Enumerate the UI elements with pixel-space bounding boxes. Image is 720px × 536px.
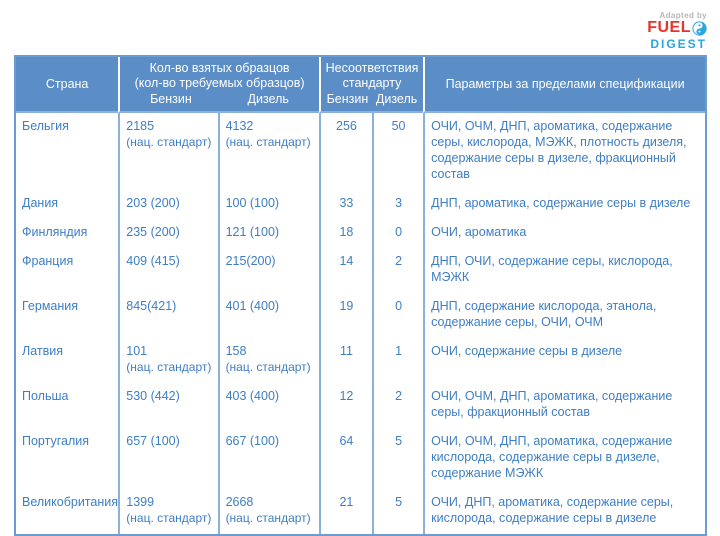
fuel-wordmark: FUEL [647, 19, 691, 37]
nc-benzin-cell: 256 [319, 113, 372, 190]
benzin-samples-value: 203 (200) [126, 196, 180, 210]
table-header-row [16, 57, 705, 113]
diesel-samples-note: (нац. стандарт) [225, 135, 311, 149]
header-nc-line1: Несоответствия [325, 61, 419, 75]
benzin-samples-value: 845(421) [126, 299, 177, 313]
country-cell: Франция [16, 248, 118, 293]
header-params-label: Параметры за пределами спецификации [445, 76, 685, 91]
params-cell: ОЧИ, ОЧМ, ДНП, ароматика, содержание серы, кислорода, МЭЖК, плотность дизеля, содержание серы в дизеле, фракционный состав [423, 113, 705, 190]
fuel-quality-table [14, 55, 707, 536]
benzin-samples-value: 409 (415) [126, 254, 180, 268]
nc-benzin-cell: 12 [319, 383, 372, 428]
params-cell: ДНП, ОЧИ, содержание серы, кислорода, МЭЖК [423, 248, 705, 293]
nc-diesel-cell: 5 [372, 489, 423, 534]
params-cell: ОЧИ, ДНП, ароматика, содержание серы, кислорода, содержание серы в дизеле [423, 489, 705, 534]
header-nonconformity [319, 57, 423, 113]
benzin-samples-value: 657 (100) [126, 434, 180, 448]
header-samples [118, 57, 319, 113]
nc-diesel-cell: 50 [372, 113, 423, 190]
table-row [16, 338, 705, 383]
benzin-samples-cell [118, 383, 217, 428]
header-samples-diesel: Дизель [247, 92, 289, 106]
header-nc-diesel: Дизель [375, 92, 418, 106]
params-cell: ДНП, содержание кислорода, этанола, содержание серы, ОЧИ, ОЧМ [423, 293, 705, 338]
benzin-samples-value: 101 [126, 344, 148, 358]
benzin-samples-value: 1399 [126, 495, 155, 509]
diesel-samples-value: 2668 [225, 495, 254, 509]
fuel-digest-logo [647, 12, 707, 51]
table-row [16, 293, 705, 338]
diesel-samples-cell [218, 190, 319, 219]
nc-diesel-cell: 3 [372, 190, 423, 219]
diesel-samples-value: 121 (100) [225, 225, 280, 239]
nc-benzin-cell: 21 [319, 489, 372, 534]
header-country [16, 57, 118, 113]
nc-diesel-cell: 0 [372, 293, 423, 338]
nc-benzin-cell: 19 [319, 293, 372, 338]
country-cell: Польша [16, 383, 118, 428]
nc-benzin-cell: 18 [319, 219, 372, 248]
country-cell: Финляндия [16, 219, 118, 248]
diesel-samples-value: 403 (400) [225, 389, 280, 403]
header-country-label: Страна [45, 76, 89, 91]
diesel-samples-cell [218, 248, 319, 293]
country-cell: Германия [16, 293, 118, 338]
benzin-samples-cell [118, 489, 217, 534]
diesel-samples-value: 401 (400) [225, 299, 280, 313]
nc-benzin-cell: 33 [319, 190, 372, 219]
params-cell: ОЧИ, содержание серы в дизеле [423, 338, 705, 383]
diesel-samples-note: (нац. стандарт) [225, 511, 311, 525]
diesel-samples-value: 4132 [225, 119, 254, 133]
params-cell: ОЧИ, ОЧМ, ДНП, ароматика, содержание серы, фракционный состав [423, 383, 705, 428]
nc-diesel-cell: 1 [372, 338, 423, 383]
country-cell: Бельгия [16, 113, 118, 190]
table-row [16, 219, 705, 248]
diesel-samples-cell [218, 219, 319, 248]
diesel-samples-cell [218, 383, 319, 428]
header-samples-benzin: Бензин [150, 92, 192, 106]
diesel-samples-value: 215(200) [225, 254, 276, 268]
benzin-samples-cell [118, 113, 217, 190]
nc-diesel-cell: 2 [372, 248, 423, 293]
table-row [16, 113, 705, 190]
diesel-samples-value: 158 [225, 344, 247, 358]
table-row [16, 383, 705, 428]
nc-benzin-cell: 11 [319, 338, 372, 383]
benzin-samples-value: 530 (442) [126, 389, 180, 403]
fuel-swirl-icon [692, 21, 707, 36]
header-samples-line1: Кол-во взятых образцов [149, 61, 290, 75]
params-cell: ОЧИ, ОЧМ, ДНП, ароматика, содержание кислорода, содержание серы в дизеле, содержание МЭЖК [423, 428, 705, 489]
diesel-samples-cell [218, 113, 319, 190]
benzin-samples-note: (нац. стандарт) [126, 511, 212, 525]
digest-wordmark: DIGEST [650, 37, 707, 52]
country-cell: Португалия [16, 428, 118, 489]
table-row [16, 190, 705, 219]
country-cell: Латвия [16, 338, 118, 383]
header-params [423, 57, 705, 113]
nc-benzin-cell: 14 [319, 248, 372, 293]
benzin-samples-value: 2185 [126, 119, 155, 133]
diesel-samples-cell [218, 489, 319, 534]
diesel-samples-note: (нац. стандарт) [225, 360, 311, 374]
nc-diesel-cell: 5 [372, 428, 423, 489]
benzin-samples-cell [118, 190, 217, 219]
nc-benzin-cell: 64 [319, 428, 372, 489]
benzin-samples-note: (нац. стандарт) [126, 135, 212, 149]
benzin-samples-cell [118, 293, 217, 338]
diesel-samples-cell [218, 293, 319, 338]
header-nc-benzin: Бензин [326, 92, 369, 106]
benzin-samples-note: (нац. стандарт) [126, 360, 212, 374]
diesel-samples-cell [218, 338, 319, 383]
benzin-samples-cell [118, 219, 217, 248]
table-row [16, 489, 705, 534]
benzin-samples-cell [118, 248, 217, 293]
diesel-samples-value: 100 (100) [225, 196, 280, 210]
header-samples-line2: (кол-во требуемых образцов) [134, 76, 305, 90]
benzin-samples-cell [118, 338, 217, 383]
nc-diesel-cell: 2 [372, 383, 423, 428]
country-cell: Великобритания [16, 489, 118, 534]
params-cell: ОЧИ, ароматика [423, 219, 705, 248]
params-cell: ДНП, ароматика, содержание серы в дизеле [423, 190, 705, 219]
table-row [16, 248, 705, 293]
nc-diesel-cell: 0 [372, 219, 423, 248]
diesel-samples-value: 667 (100) [225, 434, 280, 448]
benzin-samples-value: 235 (200) [126, 225, 180, 239]
country-cell: Дания [16, 190, 118, 219]
header-nc-line2: стандарту [342, 76, 402, 90]
adapted-by-label: Adapted by [659, 11, 707, 20]
